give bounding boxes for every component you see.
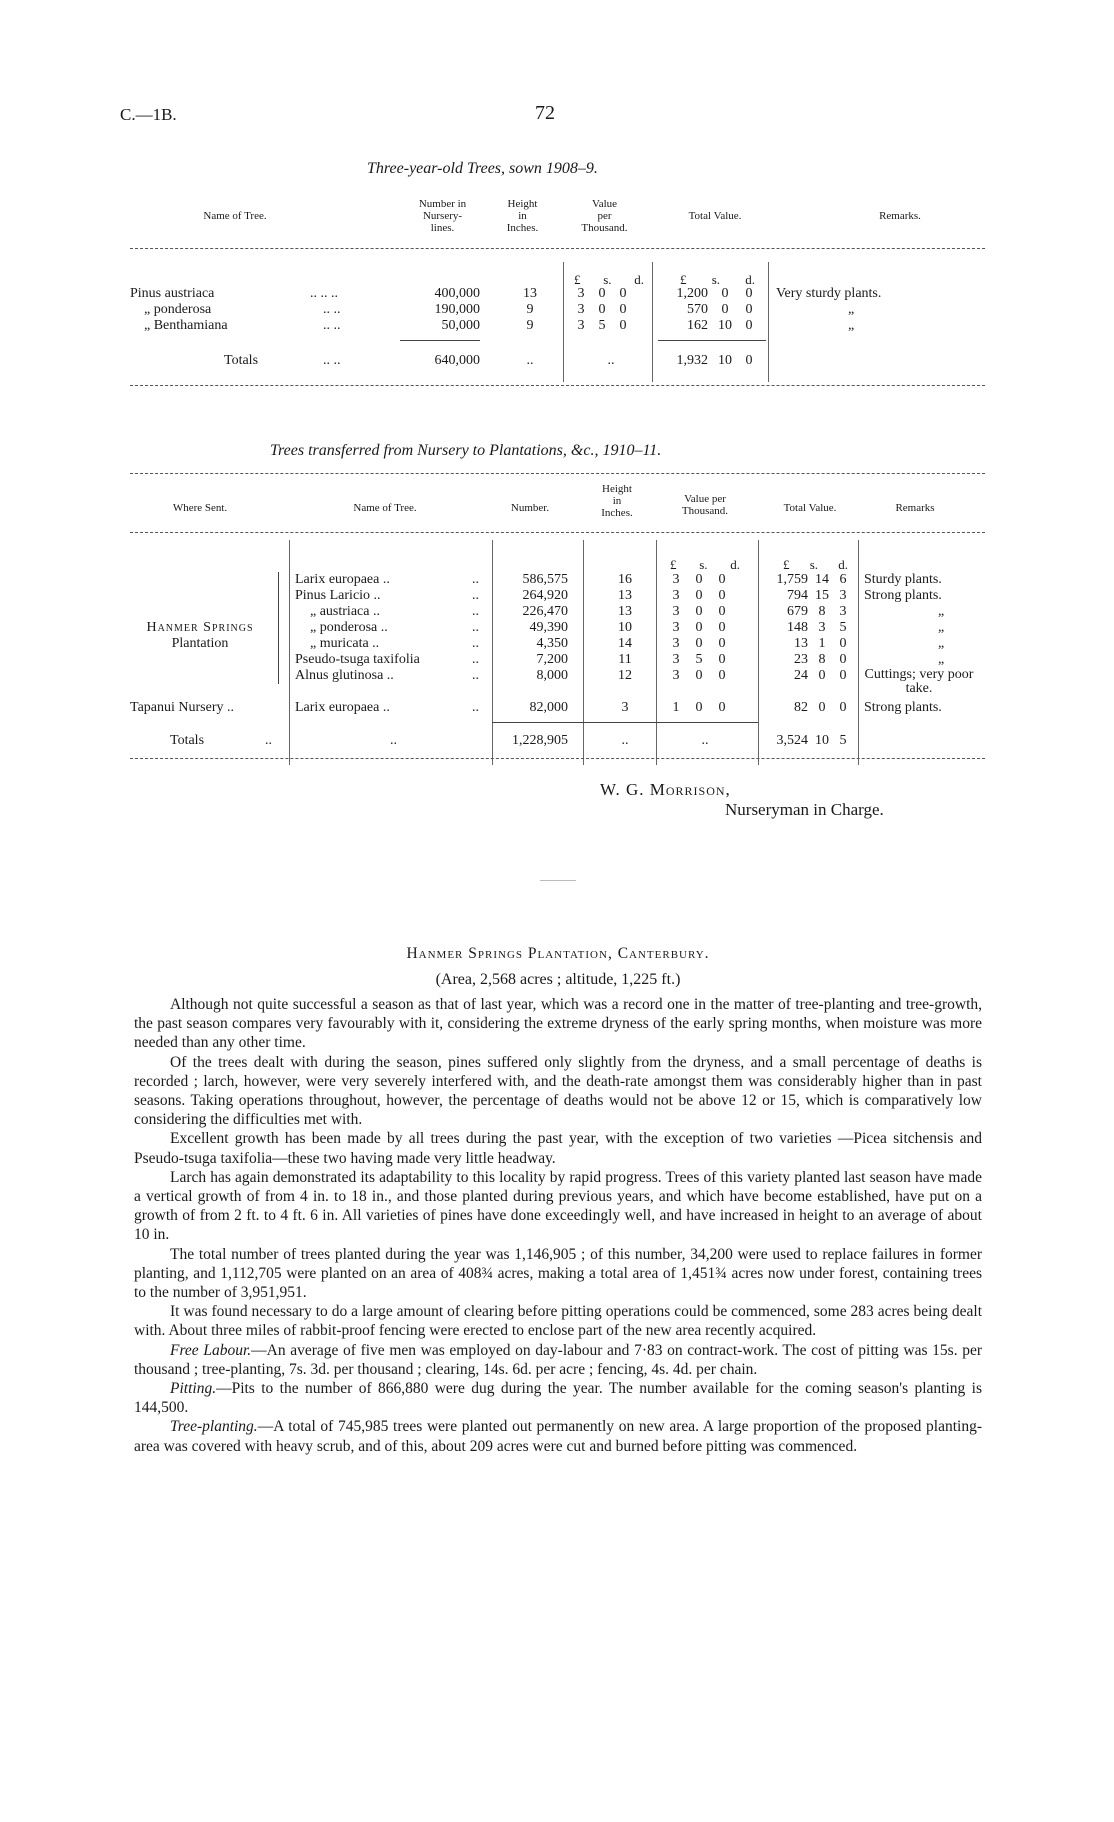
paragraph-tree-planting: Tree-planting.—A total of 745,985 trees were planted out permanently on new area. A large proportion of the proposed planting-area was covered with heavy scrub, and of this, about 209 acres were cut and burned before pitting was commenced. [134,1418,982,1455]
table1-total-rule [658,340,766,341]
table1-value-lsd: £ s. d. [574,272,644,287]
page-number: 72 [535,102,555,124]
paragraph: It was found necessary to do a large amount of clearing before pitting operations could be commenced, some 283 acres being dealt with. About three miles of rabbit-proof fencing were erected to enclose part of the new area recently acquired. [134,1303,982,1340]
table-row: „ muricata .. .. 4,350 14 3 0 0 13 1 0 „ [310,636,945,651]
table2-header-where: Where Sent. [172,502,228,514]
table1-header-total: Total Value. [688,210,742,222]
table2-header-value: Value per Thousand. [681,493,729,517]
hanmer-springs-label: Hanmer Springs Plantation [146,620,254,651]
table1-totals-row: Totals .. .. 640,000 .. .. 1,932 10 0 [224,353,753,368]
section-heading: Hanmer Springs Plantation, Canterbury. [406,945,710,962]
paragraph: Although not quite successful a season as that of last year, which was a record one in the matter of tree-planting and tree-growth, the past season compares very favourably with it, considering the extreme dryness of the early spring months, when moisture was more needed than any other time. [134,996,982,1052]
paragraph: The total number of trees planted during the year was 1,146,905 ; of this number, 34,200 were used to replace failures in former planting, and 1,112,705 were planted on an area of 408¾ acres, making a total area of 1,451¾ acres now under forest, containing trees to the number of 3,951,951. [134,1245,982,1302]
table2-top-rule [130,473,985,474]
table-row: Alnus glutinosa .. .. 8,000 12 3 0 0 24 0 0 Cuttings; very poor take. [295,667,974,696]
table1-header-remarks: Remarks. [879,210,921,222]
table2-header-remarks: Remarks [895,502,935,514]
section-body [134,995,982,1456]
signature-title: Nurseryman in Charge. [725,800,884,819]
table-row: „ Benthamiana .. .. 50,000 9 3 5 0 162 10 0 „ [144,318,855,333]
paragraph: Excellent growth has been made by all trees during the past year, with the exception of two varieties —Picea sitchensis and Pseudo-tsuga taxifolia—these two having made very little headway. [134,1130,982,1167]
table1-header-height: Height in Inches. [506,198,539,234]
table-row: „ austriaca .. .. 226,470 13 3 0 0 679 8 3 „ [310,604,945,619]
table2-title: Trees transferred from Nursery to Plantations, &c., 1910–11. [270,442,662,459]
table1-rows [130,286,990,336]
table1-header-number: Number in Nursery- lines. [418,198,467,234]
table2-totals-row: Totals .. .. 1,228,905 .. .. 3,524 10 5 [170,733,847,748]
table2-bottom-rule [130,758,985,759]
table1-total-lsd: £ s. d. [680,272,755,287]
document-code: C.—1B. [120,105,177,124]
table1-total-rule [400,340,480,341]
table-row: Larix europaea .. .. 586,575 16 3 0 0 1,759 14 6 Sturdy plants. [295,572,942,587]
table2-header-height: Height in Inches. [601,483,633,519]
table2-header-number: Number. [510,502,550,514]
separator [540,880,576,881]
table2-header-name: Name of Tree. [353,502,417,514]
table2-value-lsd: £ s. d. [670,557,740,572]
table-row: Pseudo-tsuga taxifolia .. 7,200 11 3 5 0 23 8 0 „ [295,652,945,667]
table-row: „ ponderosa .. .. 49,390 10 3 0 0 148 3 5 „ [310,620,945,635]
paragraph-pitting: Pitting.—Pits to the number of 866,880 were dug during the year. The number available for the coming season's planting is 144,500. [134,1380,982,1417]
table2-total-lsd: £ s. d. [783,557,848,572]
table-row: Pinus Laricio .. .. 264,920 13 3 0 0 794 15 3 Strong plants. [295,588,942,603]
paragraph-free-labour: Free Labour.—An average of five men was employed on day-labour and 7·83 on contract-work. The cost of pitting was 15s. per thousand ; tree-planting, 7s. 3d. per thousand ; clearing, 14s. 6d. per acre ; fencing, 4s. 4d. per chain. [134,1341,982,1378]
table1-header-rule [130,248,985,249]
table2-rows [130,572,990,696]
table2-total-rule [492,722,758,723]
table-row: Tapanui Nursery .. Larix europaea .. .. 82,000 3 1 0 0 82 0 0 Strong plants. [130,700,942,715]
table1-bottom-rule [130,385,985,386]
paragraph: Of the trees dealt with during the season, pines suffered only slightly from the dryness, and a small percentage of deaths is recorded ; larch, however, were very severely interfered with, and the death-rate amongst them was considerably higher than in past seasons. Taking operations throughout, however, the percentage of deaths would not be above 12 or 15, which is comparatively low considering the difficulties met with. [134,1053,982,1129]
table-row: Pinus austriaca .. .. .. 400,000 13 3 0 0 1,200 0 0 Very sturdy plants. [130,286,882,301]
table1-title: Three-year-old Trees, sown 1908–9. [367,160,598,177]
signature-name: W. G. Morrison, [600,780,731,799]
paragraph: Larch has again demonstrated its adaptability to this locality by rapid progress. Trees of this variety planted last season have made a vertical growth of from 4 in. to 18 in., and those planted during previous years, and which have become established, have put on a growth of from 2 ft. to 4 ft. 6 in. All varieties of pines have done exceedingly well, and have increased in height to an average of about 10 in. [134,1168,982,1244]
table2-header-total: Total Value. [783,502,837,514]
table1-header-value: Value per Thousand. [581,198,628,234]
section-subheading: (Area, 2,568 acres ; altitude, 1,225 ft.) [435,971,681,988]
table1-header-name: Name of Tree. [203,210,267,222]
table-row: „ ponderosa .. .. 190,000 9 3 0 0 570 0 0 „ [144,302,855,317]
table2-header-rule [130,532,985,533]
